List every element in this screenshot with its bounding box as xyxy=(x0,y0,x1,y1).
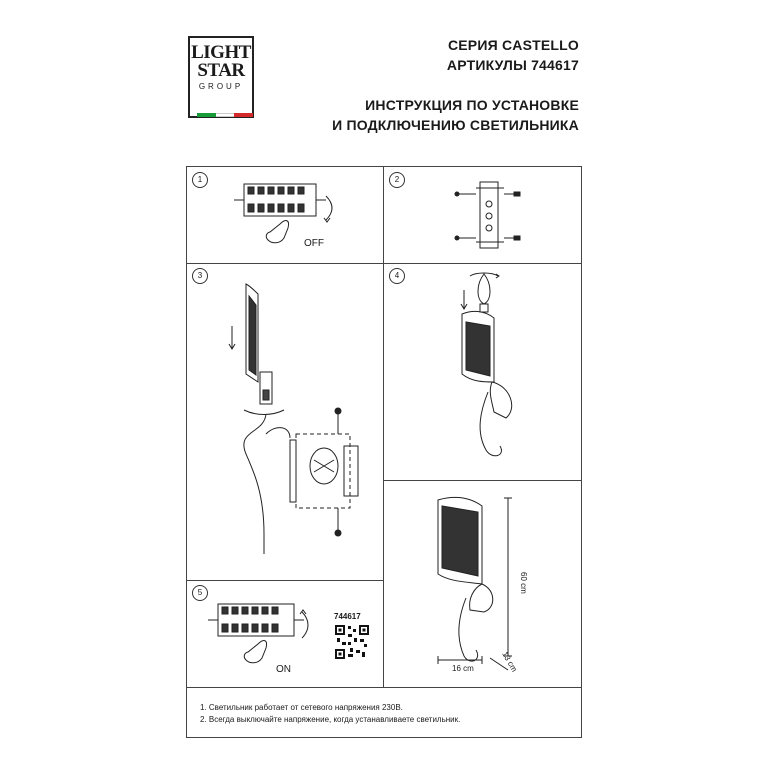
qr-code-icon xyxy=(334,624,370,660)
mounting-bracket-illustration xyxy=(452,176,526,258)
step1-number: 1 xyxy=(192,172,208,188)
off-label: OFF xyxy=(304,238,324,249)
article-code: 744617 xyxy=(334,612,361,621)
instruction-title-line1: ИНСТРУКЦИЯ ПО УСТАНОВКЕ xyxy=(365,97,579,113)
step3-number: 3 xyxy=(192,268,208,284)
step5-number: 5 xyxy=(192,585,208,601)
brand-logo xyxy=(188,36,254,118)
brand-line2: STAR xyxy=(197,60,245,81)
notes-block xyxy=(200,702,460,726)
dimension-height: 60 cm xyxy=(519,572,528,594)
dimensioned-lamp-illustration xyxy=(418,488,558,678)
brand-line3: GROUP xyxy=(198,82,244,91)
brand-line1: LIGHT xyxy=(191,42,251,63)
step4-number: 4 xyxy=(389,268,405,284)
lamp-with-bulb-illustration xyxy=(448,270,528,476)
dimension-width: 16 cm xyxy=(452,664,474,673)
articles-title: АРТИКУЛЫ 744617 xyxy=(446,57,579,73)
assembly-illustration xyxy=(222,280,372,570)
dimension-depth: 13 cm xyxy=(500,650,519,674)
italian-flag-icon xyxy=(197,113,253,117)
note-1: 1. Светильник работает от сетевого напряжения 230В. xyxy=(200,703,403,712)
on-label: ON xyxy=(276,664,291,675)
terminal-block-on-illustration xyxy=(206,598,318,678)
series-title: СЕРИЯ CASTELLO xyxy=(447,37,579,53)
step2-number: 2 xyxy=(389,172,405,188)
instruction-title-line2: И ПОДКЛЮЧЕНИЮ СВЕТИЛЬНИКА xyxy=(332,117,579,133)
note-2: 2. Всегда выключайте напряжение, когда устанавливаете светильник. xyxy=(200,715,461,724)
